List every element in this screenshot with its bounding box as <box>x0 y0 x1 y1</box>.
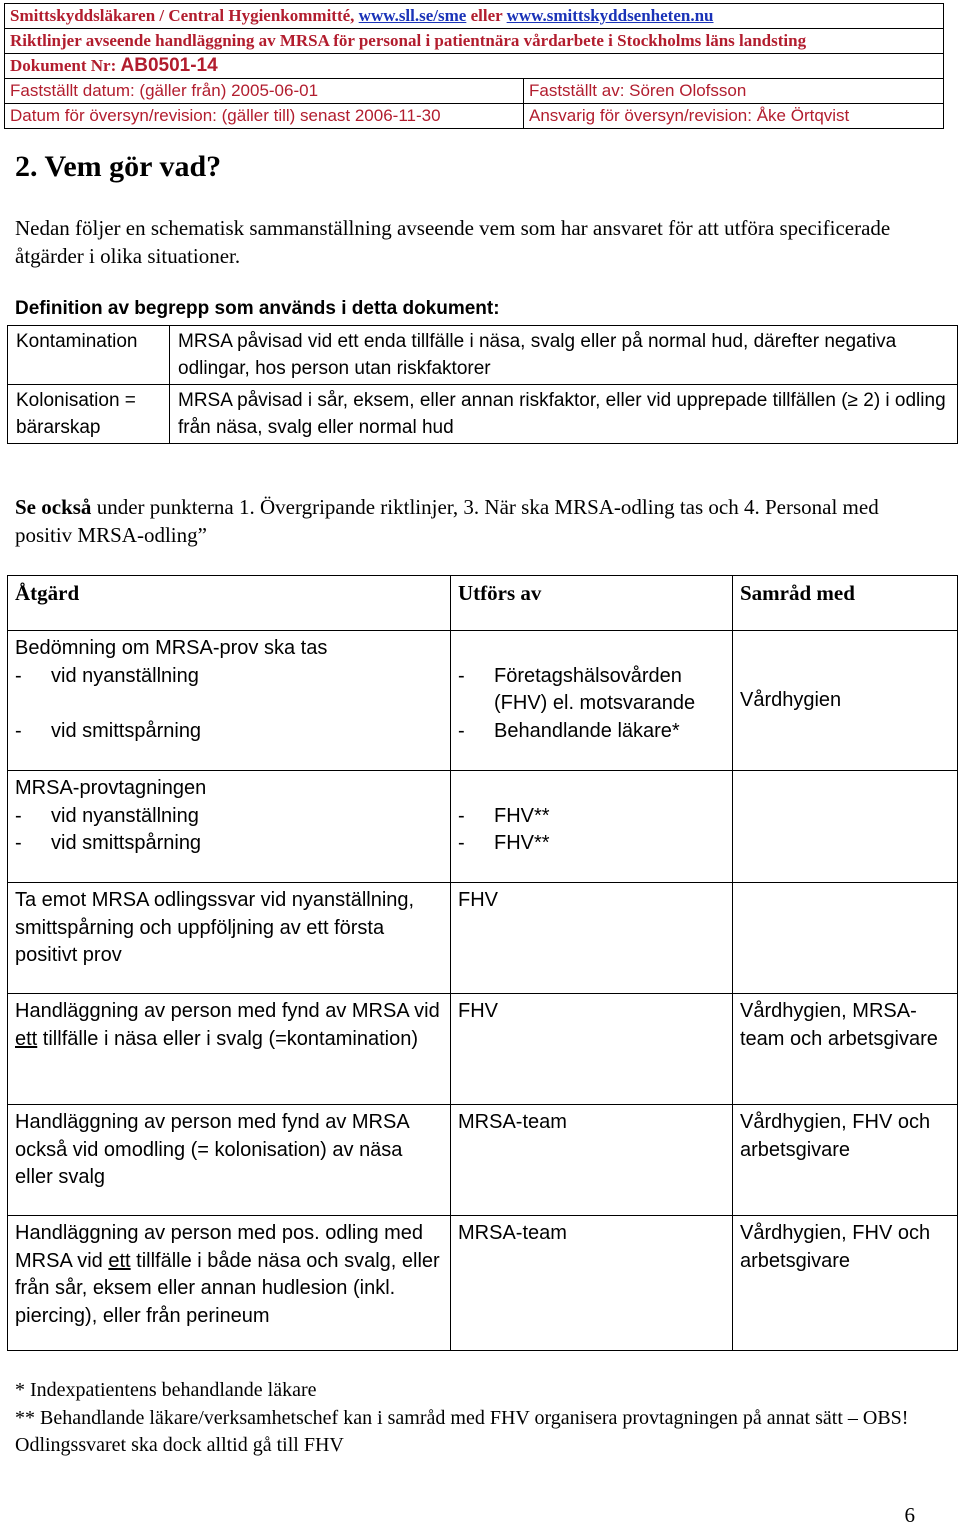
list-item-text: Företagshälsovården (FHV) el. motsvarande <box>494 664 696 714</box>
list-item: - vid smittspårning <box>15 718 443 746</box>
action-text: tillfälle i näsa eller i svalg (=kontamination) <box>37 1027 418 1050</box>
consult-cell: Vårdhygien, FHV och arbetsgivare <box>733 1105 958 1216</box>
link-sll[interactable]: www.sll.se/sme <box>358 6 467 25</box>
table-row <box>8 883 958 994</box>
footnote: * Indexpatientens behandlande läkare <box>15 1379 317 1401</box>
column-header-action: Åtgärd <box>8 576 451 631</box>
footnotes <box>15 1377 935 1460</box>
consult-cell: Vårdhygien <box>733 631 958 771</box>
table-row <box>8 631 958 771</box>
action-cell <box>8 631 451 771</box>
list-item-text: FHV** <box>494 804 550 827</box>
performed-by-cell <box>451 631 733 771</box>
list-item-text: Behandlande läkare* <box>494 719 680 742</box>
document-header <box>4 3 944 129</box>
list-item: - FHV** <box>458 803 725 831</box>
header-date: Fastställt datum: (gäller från) 2005-06-01 <box>5 79 524 104</box>
performed-by-cell <box>451 771 733 883</box>
list-item: - Företagshälsovården (FHV) el. motsvarande <box>458 663 725 718</box>
see-also-label: Se också <box>15 495 92 519</box>
doc-nr-label: Dokument Nr: <box>10 56 117 75</box>
performed-by-cell: MRSA-team <box>451 1105 733 1216</box>
list-item: - vid smittspårning <box>15 830 443 858</box>
action-cell: Ta emot MRSA odlingssvar vid nyanställning, smittspårning och uppföljning av ett första positivt prov <box>8 883 451 994</box>
action-title: MRSA-provtagningen <box>15 777 207 799</box>
list-item-text: vid nyanställning <box>51 804 199 827</box>
header-docnr-row <box>5 54 944 79</box>
action-text-underlined: ett <box>108 1249 131 1272</box>
consult-cell: Vårdhygien, FHV och arbetsgivare <box>733 1216 958 1351</box>
header-review-date: Datum för översyn/revision: (gäller till) senast 2006-11-30 <box>5 104 524 129</box>
definition-term: Kontamination <box>8 326 170 385</box>
link-smittskyddsenheten[interactable]: www.smittskyddsenheten.nu <box>506 6 714 25</box>
see-also-text: under punkterna 1. Övergripande riktlinjer, 3. När ska MRSA-odling tas och 4. Personal med positiv MRSA-odling” <box>15 495 879 547</box>
responsibility-table <box>7 575 958 1351</box>
performed-by-cell: MRSA-team <box>451 1216 733 1351</box>
definition-text: MRSA påvisad i sår, eksem, eller annan riskfaktor, eller vid upprepade tillfällen (≥ 2) i odling från näsa, svalg eller normal hud <box>170 385 958 444</box>
page-number: 6 <box>904 1503 915 1527</box>
table-row <box>8 994 958 1105</box>
list-item-text: FHV** <box>494 832 550 854</box>
list-item: - vid nyanställning <box>15 803 443 831</box>
list-item-text: vid smittspårning <box>51 719 202 742</box>
header-guideline: Riktlinjer avseende handläggning av MRSA för personal i patientnära vårdarbete i Stockholms läns landsting <box>5 29 944 54</box>
action-cell <box>8 771 451 883</box>
footnote: ** Behandlande läkare/verksamhetschef kan i samråd med FHV organisera provtagningen på annat sätt – OBS! Odlingssvaret ska dock alltid gå till FHV <box>15 1406 909 1456</box>
list-item: - Behandlande läkare* <box>458 718 725 746</box>
definitions-table <box>7 325 958 444</box>
performed-by-cell: FHV <box>451 883 733 994</box>
table-row <box>8 1105 958 1216</box>
header-org: Smittskyddsläkaren / Central Hygienkommitté, <box>10 6 355 25</box>
table-row <box>8 1216 958 1351</box>
performed-by-cell: FHV <box>451 994 733 1105</box>
header-org-row <box>5 4 944 29</box>
column-header-performed-by: Utförs av <box>451 576 733 631</box>
table-row <box>8 771 958 883</box>
header-approved-by: Fastställt av: Sören Olofsson <box>524 79 944 104</box>
section-title: 2. Vem gör vad? <box>15 150 222 183</box>
definition-row <box>8 385 958 444</box>
list-item: - FHV** <box>458 830 725 858</box>
see-also-paragraph <box>15 493 935 549</box>
definition-term: Kolonisation = bärarskap <box>8 385 170 444</box>
list-item-text: vid nyanställning <box>51 664 199 687</box>
consult-cell <box>733 771 958 883</box>
list-item-text: vid smittspårning <box>51 832 202 854</box>
action-text: Handläggning av person med pos. odling med MRSA vid <box>15 1222 424 1272</box>
action-text-underlined: ett <box>15 1027 38 1050</box>
action-cell <box>8 1216 451 1351</box>
action-title: Bedömning om MRSA-prov ska tas <box>15 637 328 659</box>
definition-text: MRSA påvisad vid ett enda tillfälle i näsa, svalg eller på normal hud, därefter negativa odlingar, hos person utan riskfaktorer <box>170 326 958 385</box>
definitions-heading: Definition av begrepp som används i detta dokument: <box>15 298 500 319</box>
doc-nr-value: AB0501-14 <box>120 55 218 76</box>
consult-cell: Vårdhygien, MRSA-team och arbetsgivare <box>733 994 958 1105</box>
column-header-consult: Samråd med <box>733 576 958 631</box>
list-item: - vid nyanställning <box>15 663 443 691</box>
header-responsible: Ansvarig för översyn/revision: Åke Örtqvist <box>524 104 944 129</box>
action-cell: Handläggning av person med fynd av MRSA också vid omodling (= kolonisation) av näsa eller svalg <box>8 1105 451 1216</box>
header-or: eller <box>470 6 503 25</box>
action-text: tillfälle i både näsa och svalg, eller från sår, eksem eller annan hudlesion (inkl. piercing), eller från perineum <box>15 1249 440 1327</box>
intro-paragraph: Nedan följer en schematisk sammanställning avseende vem som har ansvaret för att utföra specificerade åtgärder i olika situationer. <box>15 216 891 268</box>
consult-cell <box>733 883 958 994</box>
definition-row <box>8 326 958 385</box>
action-cell <box>8 994 451 1105</box>
table-header-row <box>8 576 958 631</box>
action-text: Handläggning av person med fynd av MRSA vid <box>15 1000 440 1022</box>
